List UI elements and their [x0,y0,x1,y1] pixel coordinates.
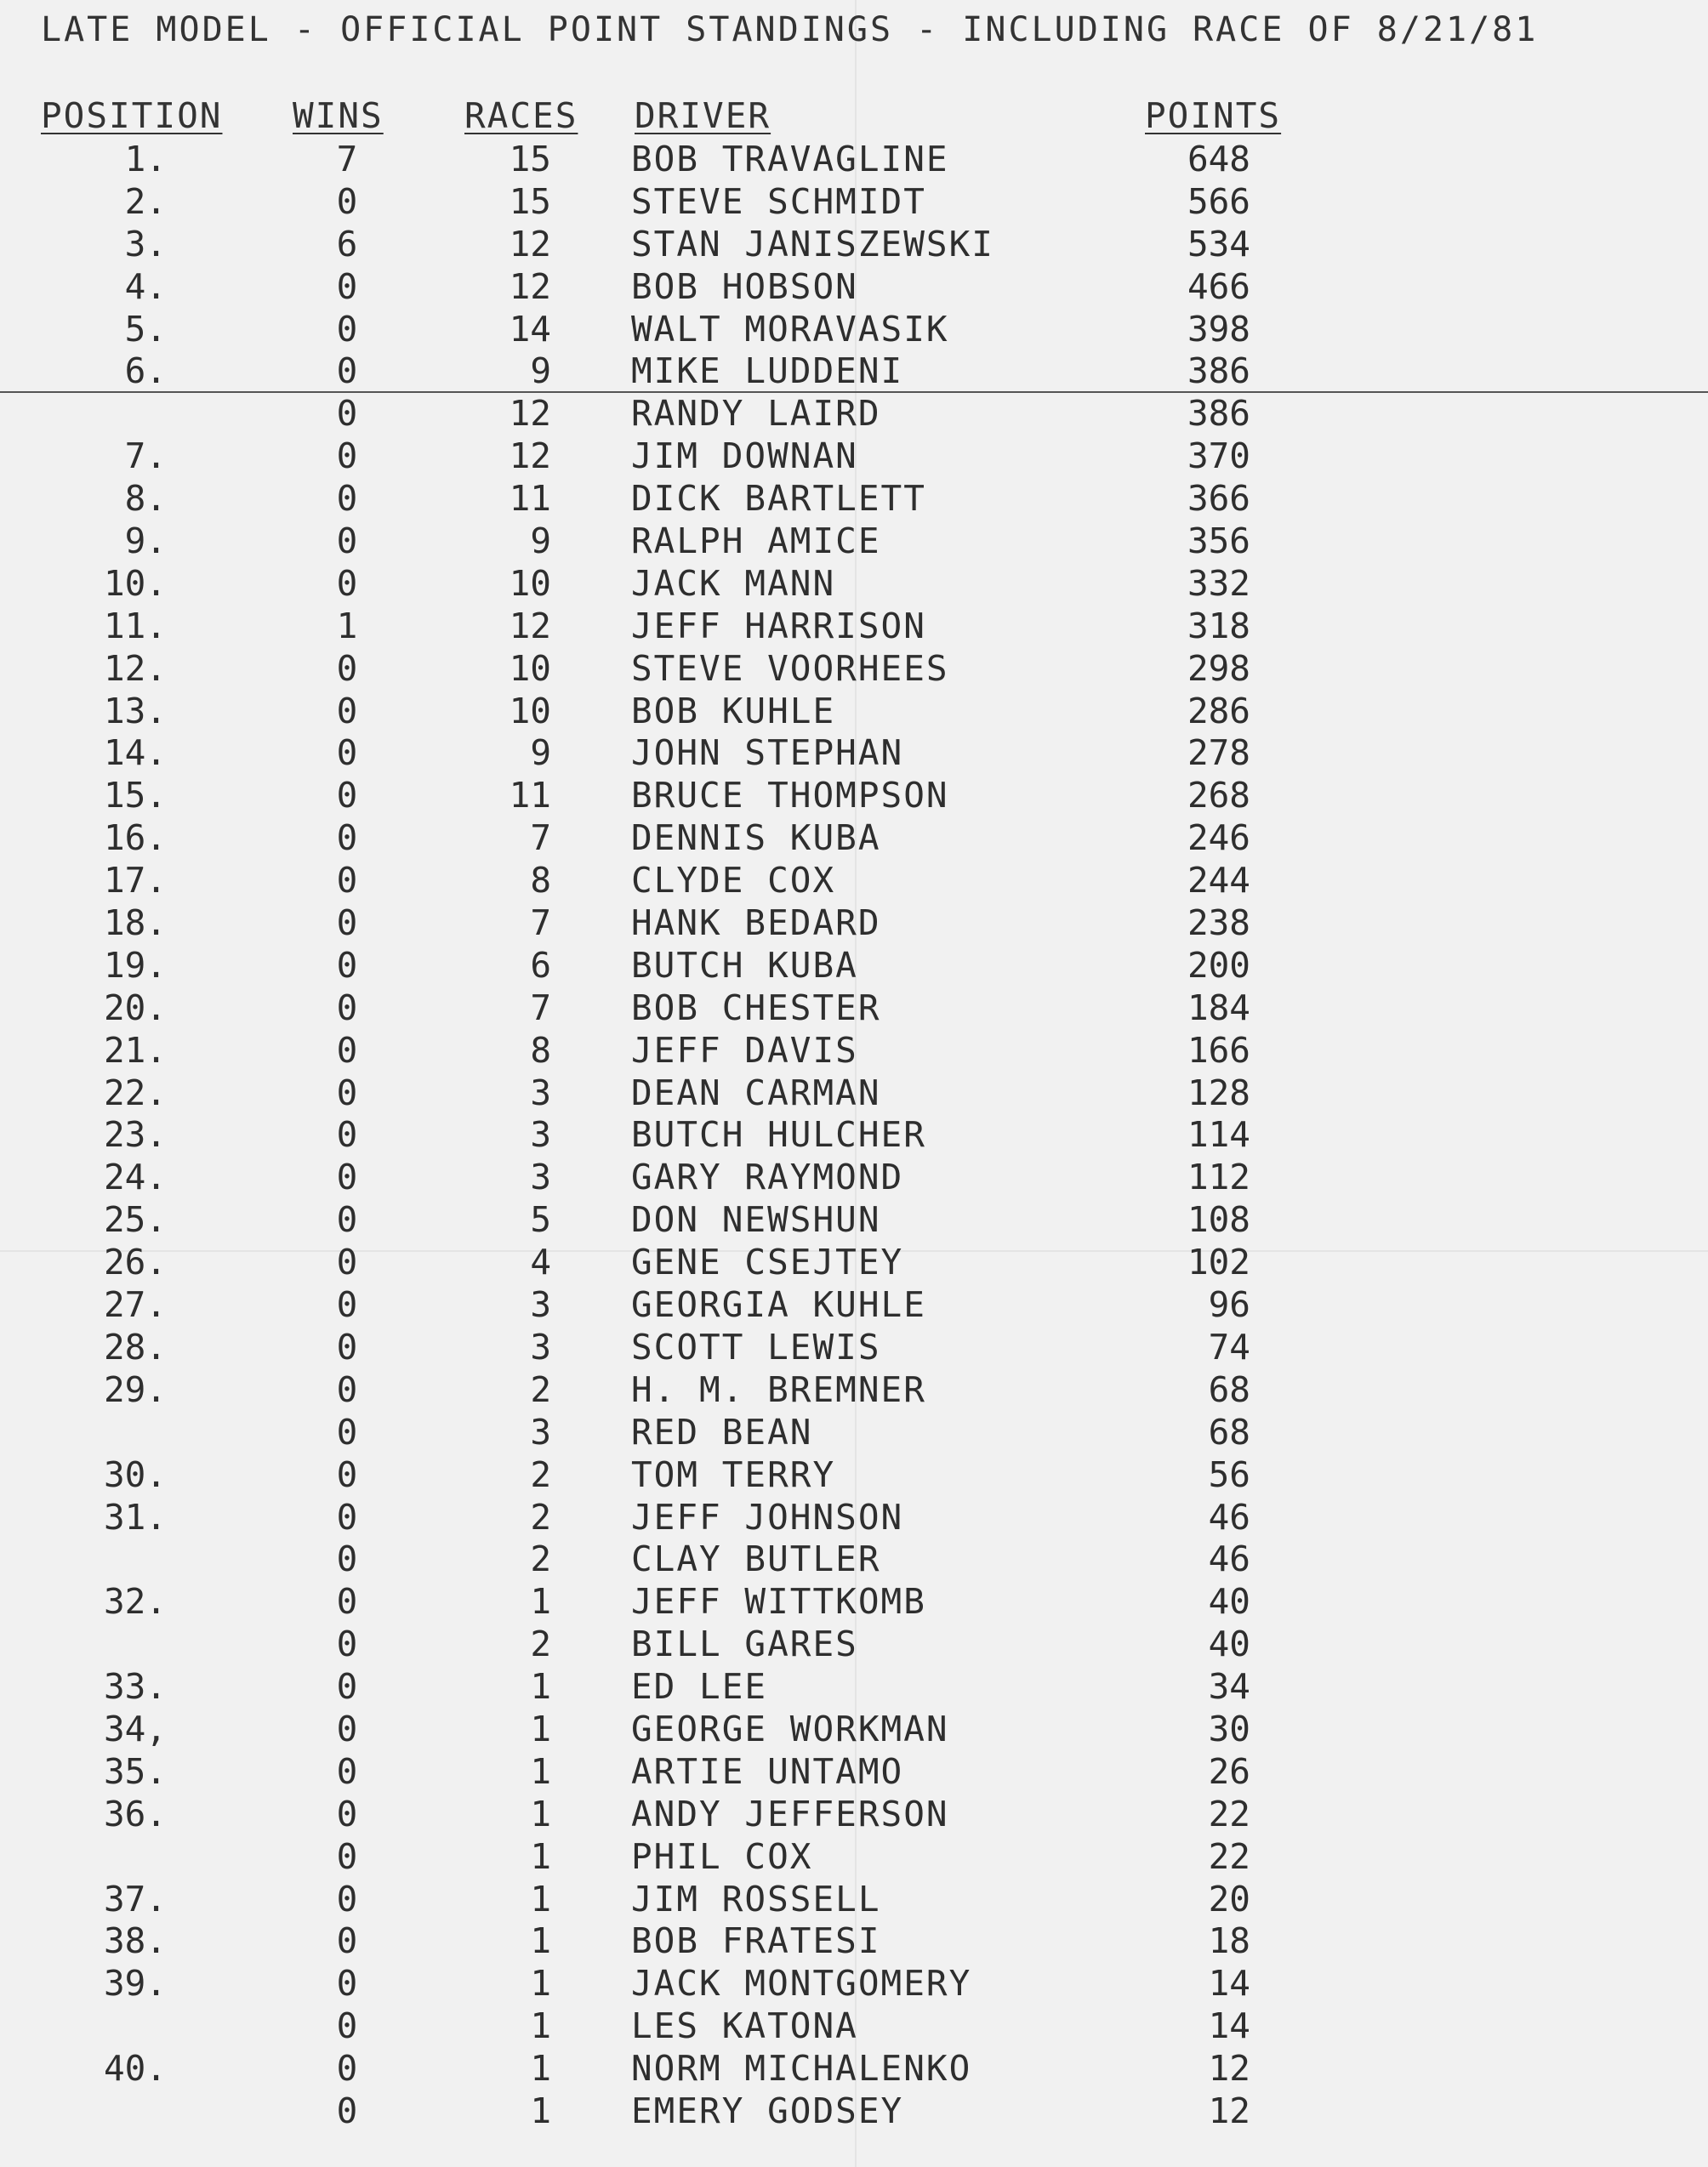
wins-cell: 0 [336,1157,358,1198]
points-cell: 46 [1208,1496,1250,1538]
position-cell: 16. [103,817,167,859]
column-header-races: RACES [464,95,578,136]
position-cell: 24. [103,1157,167,1198]
races-cell: 11 [509,775,551,816]
driver-cell: PHIL COX [631,1835,813,1877]
races-cell: 11 [509,478,551,520]
position-cell: 7. [124,435,167,477]
table-row [0,435,1708,477]
wins-cell: 0 [336,180,358,222]
points-cell: 96 [1208,1284,1250,1326]
points-cell: 22 [1208,1793,1250,1834]
wins-cell: 0 [336,265,358,307]
points-cell: 26 [1208,1750,1250,1792]
wins-cell: 0 [336,1072,358,1113]
position-cell: 22. [103,1072,167,1113]
wins-cell: 0 [336,1878,358,1920]
table-row [0,1241,1708,1283]
wins-cell: 0 [336,987,358,1028]
points-cell: 56 [1208,1453,1250,1495]
points-cell: 244 [1187,860,1250,901]
wins-cell: 0 [336,478,358,520]
driver-cell: TOM TERRY [631,1453,836,1495]
driver-cell: BRUCE THOMPSON [631,775,949,816]
driver-cell: JEFF DAVIS [631,1029,858,1071]
table-row [0,1708,1708,1750]
races-cell: 3 [530,1326,551,1368]
driver-cell: DEAN CARMAN [631,1072,881,1113]
table-row [0,1920,1708,1962]
driver-cell: JOHN STEPHAN [631,732,904,774]
races-cell: 1 [530,1963,551,2005]
driver-cell: BOB KUHLE [631,690,836,731]
wins-cell: 0 [336,1708,358,1749]
position-cell: 3. [124,223,167,264]
points-cell: 112 [1187,1157,1250,1198]
driver-cell: RALPH AMICE [631,520,881,562]
wins-cell: 0 [336,1029,358,1071]
driver-cell: STEVE SCHMIDT [631,180,926,222]
position-cell: 38. [103,1920,167,1962]
races-cell: 1 [530,2048,551,2090]
races-cell: 1 [530,1920,551,1962]
table-row [0,477,1708,520]
table-row [0,308,1708,350]
position-cell: 31. [103,1496,167,1538]
points-cell: 74 [1208,1326,1250,1368]
points-cell: 386 [1187,350,1250,392]
races-cell: 10 [509,562,551,604]
table-row [0,1580,1708,1623]
driver-cell: HANK BEDARD [631,902,881,944]
table-row [0,265,1708,308]
position-cell: 26. [103,1242,167,1283]
position-cell: 11. [103,605,167,646]
points-cell: 68 [1208,1411,1250,1453]
table-row [0,1496,1708,1539]
points-cell: 40 [1208,1581,1250,1623]
table-row [0,520,1708,562]
position-cell: 10. [103,562,167,604]
position-cell: 27. [103,1284,167,1326]
driver-cell: BUTCH HULCHER [631,1114,926,1156]
points-cell: 332 [1187,562,1250,604]
column-header-points: POINTS [1145,95,1282,136]
wins-cell: 0 [336,1793,358,1834]
table-row [0,944,1708,987]
races-cell: 12 [509,393,551,435]
driver-cell: JEFF JOHNSON [631,1496,904,1538]
points-cell: 534 [1187,223,1250,264]
table-row [0,1283,1708,1326]
wins-cell: 0 [336,817,358,859]
points-cell: 34 [1208,1666,1250,1708]
driver-cell: GENE CSEJTEY [631,1242,904,1283]
wins-cell: 0 [336,647,358,689]
wins-cell: 0 [336,2048,358,2090]
points-cell: 298 [1187,647,1250,689]
driver-cell: STAN JANISZEWSKI [631,223,994,264]
position-cell: 37. [103,1878,167,1920]
points-cell: 566 [1187,180,1250,222]
position-cell: 36. [103,1793,167,1834]
driver-cell: JEFF HARRISON [631,605,926,646]
table-row [0,138,1708,180]
points-cell: 366 [1187,478,1250,520]
points-cell: 14 [1208,1963,1250,2005]
races-cell: 10 [509,647,551,689]
position-cell: 17. [103,860,167,901]
position-cell: 6. [124,350,167,392]
driver-cell: BUTCH KUBA [631,944,858,986]
races-cell: 1 [530,1750,551,1792]
points-cell: 386 [1187,393,1250,435]
position-cell: 18. [103,902,167,944]
points-cell: 40 [1208,1624,1250,1665]
points-cell: 246 [1187,817,1250,859]
table-row [0,647,1708,690]
races-cell: 15 [509,139,551,179]
position-cell: 35. [103,1750,167,1792]
driver-cell: WALT MORAVASIK [631,308,949,350]
position-cell: 34, [103,1708,167,1749]
table-row [0,605,1708,647]
driver-cell: SCOTT LEWIS [631,1326,881,1368]
wins-cell: 0 [336,2090,358,2131]
races-cell: 2 [530,1496,551,1538]
wins-cell: 0 [336,2005,358,2047]
points-cell: 398 [1187,308,1250,350]
driver-cell: NORM MICHALENKO [631,2048,972,2090]
table-row [0,816,1708,859]
races-cell: 2 [530,1539,551,1580]
table-row [0,1453,1708,1496]
points-cell: 108 [1187,1199,1250,1241]
driver-cell: JEFF WITTKOMB [631,1581,926,1623]
driver-cell: ANDY JEFFERSON [631,1793,949,1834]
table-row [0,987,1708,1029]
column-header-driver: DRIVER [635,95,771,136]
table-row [0,1962,1708,2005]
wins-cell: 0 [336,1411,358,1453]
driver-cell: GEORGE WORKMAN [631,1708,949,1749]
races-cell: 1 [530,1878,551,1920]
wins-cell: 0 [336,732,358,774]
races-cell: 9 [530,732,551,774]
position-cell: 29. [103,1368,167,1410]
wins-cell: 0 [336,1963,358,2005]
races-cell: 7 [530,817,551,859]
wins-cell: 1 [336,605,358,646]
races-cell: 7 [530,987,551,1028]
races-cell: 1 [530,2090,551,2131]
position-cell: 9. [124,520,167,562]
table-row [0,1113,1708,1156]
races-cell: 2 [530,1368,551,1410]
points-cell: 68 [1208,1368,1250,1410]
table-row [0,690,1708,732]
driver-cell: RED BEAN [631,1411,813,1453]
races-cell: 12 [509,223,551,264]
column-header-wins: WINS [293,95,384,136]
wins-cell: 0 [336,1242,358,1283]
position-cell: 30. [103,1453,167,1495]
table-row [0,1156,1708,1198]
races-cell: 15 [509,180,551,222]
wins-cell: 0 [336,1624,358,1665]
wins-cell: 0 [336,902,358,944]
position-cell: 19. [103,944,167,986]
points-cell: 466 [1187,265,1250,307]
races-cell: 8 [530,1029,551,1071]
table-row [0,1326,1708,1368]
driver-cell: BOB FRATESI [631,1920,881,1962]
position-cell: 33. [103,1666,167,1708]
wins-cell: 0 [336,1835,358,1877]
wins-cell: 0 [336,1284,358,1326]
races-cell: 3 [530,1284,551,1326]
wins-cell: 0 [336,1114,358,1156]
points-cell: 18 [1208,1920,1250,1962]
points-cell: 238 [1187,902,1250,944]
points-cell: 318 [1187,605,1250,646]
position-cell: 14. [103,732,167,774]
driver-cell: ARTIE UNTAMO [631,1750,904,1792]
driver-cell: BOB TRAVAGLINE [631,139,949,179]
driver-cell: JACK MONTGOMERY [631,1963,972,2005]
position-cell: 39. [103,1963,167,2005]
points-cell: 648 [1187,139,1250,179]
table-row [0,350,1708,392]
races-cell: 3 [530,1411,551,1453]
position-cell: 15. [103,775,167,816]
driver-cell: BOB HOBSON [631,265,858,307]
position-cell: 28. [103,1326,167,1368]
races-cell: 7 [530,902,551,944]
wins-cell: 0 [336,308,358,350]
points-cell: 102 [1187,1242,1250,1283]
table-row [0,1878,1708,1920]
position-cell: 25. [103,1199,167,1241]
driver-cell: GEORGIA KUHLE [631,1284,926,1326]
position-cell: 21. [103,1029,167,1071]
table-row [0,1198,1708,1241]
table-row [0,731,1708,774]
table-row [0,1368,1708,1411]
position-cell: 12. [103,647,167,689]
position-cell: 5. [124,308,167,350]
driver-cell: DON NEWSHUN [631,1199,881,1241]
wins-cell: 0 [336,690,358,731]
wins-cell: 6 [336,223,358,264]
wins-cell: 0 [336,520,358,562]
points-cell: 114 [1187,1114,1250,1156]
position-cell: 8. [124,478,167,520]
wins-cell: 0 [336,944,358,986]
driver-cell: CLAY BUTLER [631,1539,881,1580]
wins-cell: 0 [336,1326,358,1368]
table-row [0,1538,1708,1580]
races-cell: 12 [509,605,551,646]
points-cell: 200 [1187,944,1250,986]
table-row [0,562,1708,605]
driver-cell: ED LEE [631,1666,768,1708]
table-row [0,1623,1708,1665]
points-cell: 278 [1187,732,1250,774]
points-cell: 14 [1208,2005,1250,2047]
wins-cell: 0 [336,1539,358,1580]
races-cell: 9 [530,520,551,562]
driver-cell: GARY RAYMOND [631,1157,904,1198]
column-header-position: POSITION [41,95,223,136]
table-row [0,223,1708,265]
wins-cell: 0 [336,1666,358,1708]
points-cell: 184 [1187,987,1250,1028]
races-cell: 8 [530,860,551,901]
races-cell: 10 [509,690,551,731]
races-cell: 1 [530,1793,551,1834]
races-cell: 9 [530,350,551,392]
position-cell: 40. [103,2048,167,2090]
position-cell: 1. [124,139,167,179]
wins-cell: 0 [336,350,358,392]
wins-cell: 0 [336,435,358,477]
wins-cell: 0 [336,1199,358,1241]
driver-cell: MIKE LUDDENI [631,350,904,392]
races-cell: 12 [509,265,551,307]
driver-cell: JIM DOWNAN [631,435,858,477]
races-cell: 2 [530,1453,551,1495]
races-cell: 14 [509,308,551,350]
table-row [0,901,1708,944]
driver-cell: EMERY GODSEY [631,2090,904,2131]
wins-cell: 0 [336,775,358,816]
page-title: LATE MODEL - OFFICIAL POINT STANDINGS - INCLUDING RACE OF 8/21/81 [41,10,1539,49]
races-cell: 1 [530,1708,551,1749]
races-cell: 3 [530,1114,551,1156]
races-cell: 1 [530,1666,551,1708]
table-row [0,180,1708,223]
races-cell: 5 [530,1199,551,1241]
driver-cell: DENNIS KUBA [631,817,881,859]
points-cell: 166 [1187,1029,1250,1071]
races-cell: 6 [530,944,551,986]
wins-cell: 0 [336,1453,358,1495]
wins-cell: 0 [336,1750,358,1792]
position-cell: 23. [103,1114,167,1156]
driver-cell: H. M. BREMNER [631,1368,926,1410]
driver-cell: STEVE VOORHEES [631,647,949,689]
table-row [0,2047,1708,2090]
table-row [0,1835,1708,1878]
wins-cell: 7 [336,139,358,179]
driver-cell: CLYDE COX [631,860,836,901]
driver-cell: DICK BARTLETT [631,478,926,520]
points-cell: 20 [1208,1878,1250,1920]
races-cell: 3 [530,1157,551,1198]
points-cell: 12 [1208,2090,1250,2131]
points-cell: 12 [1208,2048,1250,2090]
driver-cell: BOB CHESTER [631,987,881,1028]
table-row [0,1411,1708,1453]
driver-cell: LES KATONA [631,2005,858,2047]
races-cell: 4 [530,1242,551,1283]
wins-cell: 0 [336,393,358,435]
table-row [0,774,1708,816]
table-row [0,2005,1708,2047]
races-cell: 12 [509,435,551,477]
races-cell: 1 [530,1835,551,1877]
table-row [0,1072,1708,1114]
driver-cell: BILL GARES [631,1624,858,1665]
races-cell: 1 [530,1581,551,1623]
wins-cell: 0 [336,1368,358,1410]
races-cell: 3 [530,1072,551,1113]
points-cell: 30 [1208,1708,1250,1749]
driver-cell: JACK MANN [631,562,836,604]
table-row [0,1029,1708,1072]
table-row [0,392,1708,435]
table-row [0,1750,1708,1793]
points-cell: 128 [1187,1072,1250,1113]
wins-cell: 0 [336,562,358,604]
wins-cell: 0 [336,860,358,901]
position-cell: 32. [103,1581,167,1623]
wins-cell: 0 [336,1496,358,1538]
table-row [0,859,1708,901]
table-row [0,2090,1708,2132]
driver-cell: RANDY LAIRD [631,393,881,435]
points-cell: 370 [1187,435,1250,477]
driver-cell: JIM ROSSELL [631,1878,881,1920]
table-row [0,1665,1708,1708]
wins-cell: 0 [336,1920,358,1962]
points-cell: 22 [1208,1835,1250,1877]
races-cell: 1 [530,2005,551,2047]
races-cell: 2 [530,1624,551,1665]
points-cell: 356 [1187,520,1250,562]
position-cell: 4. [124,265,167,307]
standings-table [0,138,1708,2132]
wins-cell: 0 [336,1581,358,1623]
points-cell: 286 [1187,690,1250,731]
position-cell: 20. [103,987,167,1028]
position-cell: 2. [124,180,167,222]
points-cell: 46 [1208,1539,1250,1580]
table-row [0,1793,1708,1835]
points-cell: 268 [1187,775,1250,816]
position-cell: 13. [103,690,167,731]
